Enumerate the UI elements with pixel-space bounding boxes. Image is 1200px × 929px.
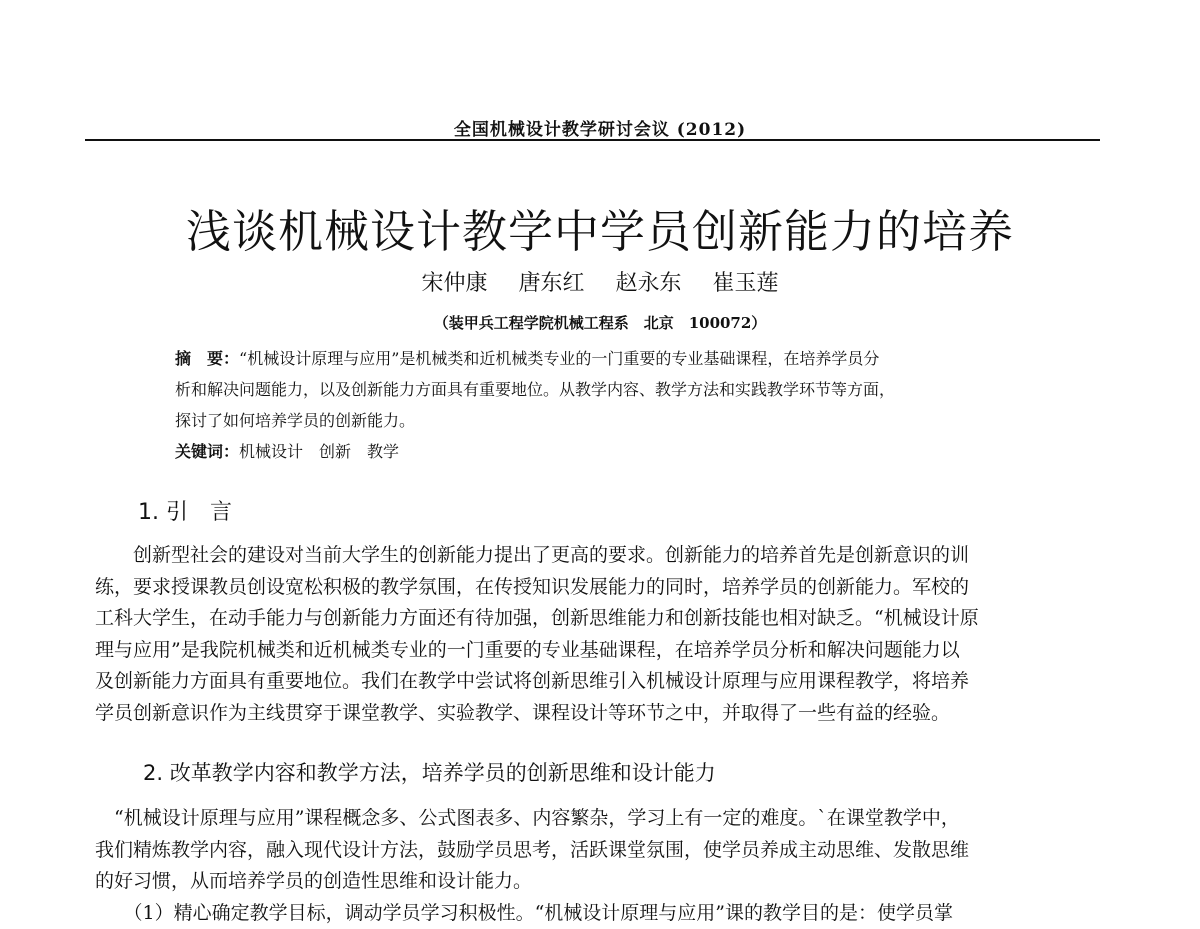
abstract-line [175, 343, 1035, 374]
body-line: （1）精心确定教学目标，调动学员学习积极性。“机械设计原理与应用”课的教学目的是：使学员掌 [95, 898, 1115, 929]
section-body [95, 803, 1115, 929]
abstract-line: 析和解决问题能力，以及创新能力方面具有重要地位。从教学内容、教学方法和实践教学环节等方面， [175, 374, 1035, 405]
section-heading: 1. 引 言 [138, 495, 232, 526]
body-line: 练，要求授课教员创设宽松积极的教学氛围，在传授知识发展能力的同时，培养学员的创新能力。军校的 [95, 572, 1115, 604]
header-rule [85, 139, 1100, 141]
body-line: 我们精炼教学内容，融入现代设计方法，鼓励学员思考，活跃课堂氛围，使学员养成主动思维、发散思维 [95, 835, 1115, 867]
author-list [0, 266, 1200, 297]
paper-title: 浅谈机械设计教学中学员创新能力的培养 [0, 195, 1200, 260]
affiliation: （装甲兵工程学院机械工程系 北京 100072） [0, 312, 1200, 333]
body-line: “机械设计原理与应用”课程概念多、公式图表多、内容繁杂，学习上有一定的难度。`在课堂教学中， [95, 803, 1115, 835]
section-heading: 2. 改革教学内容和教学方法，培养学员的创新思维和设计能力 [143, 757, 716, 787]
author: 宋仲康 [421, 271, 487, 296]
section-body [95, 540, 1115, 729]
keywords-line [175, 436, 1035, 467]
body-line: 工科大学生，在动手能力与创新能力方面还有待加强，创新思维能力和创新技能也相对缺乏。“机械设计原 [95, 603, 1115, 635]
abstract-label: 摘 要： [175, 349, 239, 368]
author: 赵永东 [616, 271, 682, 296]
abstract [175, 343, 1035, 467]
keywords-label: 关键词： [175, 442, 239, 461]
body-line: 理与应用”是我院机械类和近机械类专业的一门重要的专业基础课程，在培养学员分析和解决问题能力以 [95, 635, 1115, 667]
running-header: 全国机械设计教学研讨会议 (2012) [0, 115, 1200, 140]
abstract-line: 探讨了如何培养学员的创新能力。 [175, 405, 1035, 436]
body-line: 及创新能力方面具有重要地位。我们在教学中尝试将创新思维引入机械设计原理与应用课程教学，将培养 [95, 666, 1115, 698]
body-line: 学员创新意识作为主线贯穿于课堂教学、实验教学、课程设计等环节之中，并取得了一些有益的经验。 [95, 698, 1115, 730]
body-line: 的好习惯，从而培养学员的创造性思维和设计能力。 [95, 866, 1115, 898]
author: 唐东红 [518, 271, 584, 296]
abstract-text: “机械设计原理与应用”是机械类和近机械类专业的一门重要的专业基础课程，在培养学员分 [239, 349, 879, 368]
keywords: 机械设计 创新 教学 [239, 442, 399, 461]
body-line: 创新型社会的建设对当前大学生的创新能力提出了更高的要求。创新能力的培养首先是创新意识的训 [95, 540, 1115, 572]
author: 崔玉莲 [713, 271, 779, 296]
